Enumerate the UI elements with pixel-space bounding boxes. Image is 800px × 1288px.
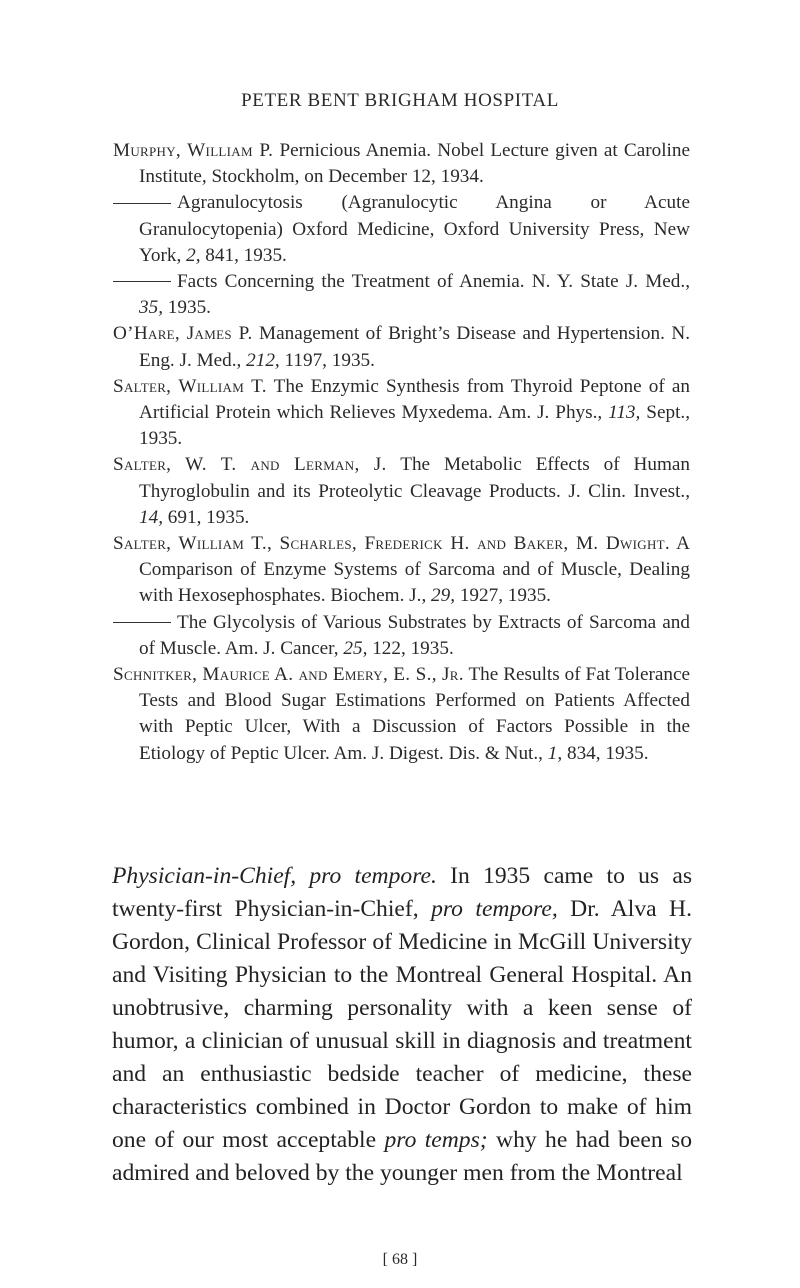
- reference-author: O’Hare, James P.: [113, 323, 253, 345]
- reference-volume: 1,: [547, 742, 563, 764]
- reference-entry: [113, 269, 690, 321]
- reference-tail: 841, 1935.: [200, 244, 287, 266]
- paragraph-text: why he had been so admired and beloved by the younger men from the Montreal: [112, 1127, 693, 1186]
- paragraph-italic: pro temps;: [384, 1127, 488, 1153]
- paragraph-text: Dr. Alva H. Gordon, Clinical Professor of Medicine in McGill University and Visiting Physician to the Montreal General Hospital. An unobtrusive, charming personality with a keen sense of humor, a clinician of unusual skill in diagnosis and treatment and an enthusiastic bedside teacher of medicine, these characteristics combined in Doctor Gordon to make of him one of our most acceptable: [112, 896, 692, 1153]
- reference-entry: [113, 452, 690, 531]
- reference-text: The Enzymic Synthesis from Thyroid Peptone of an Artificial Protein which Relieves Myxedema. Am. J. Phys.,: [139, 375, 690, 424]
- reference-volume: 29,: [431, 585, 456, 607]
- paragraph-italic: pro tempore,: [431, 896, 558, 922]
- paragraph-text: In 1935 came to us as twenty-first Physician-in-Chief,: [112, 863, 693, 922]
- ditto-dash: [113, 281, 171, 282]
- reference-entry: [113, 610, 690, 662]
- body-paragraph: [112, 860, 692, 1190]
- reference-entry: [113, 374, 690, 453]
- reference-tail: 834, 1935.: [562, 742, 649, 764]
- reference-text: The Results of Fat Tolerance Tests and Blood Sugar Estimations Performed on Patients Affected with Peptic Ulcer, With a Discussion of Factors Possible in the Etiology of Peptic Ulcer. Am. J. Digest. Dis. & Nut.,: [139, 664, 690, 764]
- reference-tail: 691, 1935.: [162, 506, 250, 528]
- reference-tail: Sept., 1935.: [139, 402, 690, 450]
- reference-text: Facts Concerning the Treatment of Anemia. N. Y. State J. Med.,: [177, 271, 690, 293]
- reference-author: Salter, William T.: [113, 375, 267, 397]
- page-number-text: [ 68 ]: [382, 1251, 418, 1268]
- reference-tail: 122, 1935.: [367, 637, 454, 659]
- reference-volume: 14,: [139, 506, 163, 528]
- reference-text: Management of Bright’s Disease and Hypertension. N. Eng. J. Med.,: [139, 323, 691, 371]
- reference-volume: 35,: [139, 297, 163, 319]
- reference-list: [113, 138, 690, 767]
- ditto-dash: [113, 622, 171, 623]
- reference-entry: [113, 531, 690, 610]
- running-header: PETER BENT BRIGHAM HOSPITAL: [241, 90, 559, 111]
- reference-text: The Glycolysis of Various Substrates by Extracts of Sarcoma and of Muscle. Am. J. Cancer,: [139, 611, 690, 659]
- reference-entry: [113, 662, 690, 767]
- reference-text: The Metabolic Effects of Human Thyroglobulin and its Proteolytic Cleavage Products. J. Clin. Invest.,: [139, 454, 690, 502]
- reference-entry: [113, 190, 690, 269]
- reference-entry: [113, 138, 690, 190]
- page-number: [0, 1251, 800, 1269]
- reference-volume: 113,: [608, 402, 641, 424]
- reference-entry: [113, 321, 690, 373]
- reference-tail: 1935.: [162, 297, 211, 319]
- reference-volume: 212,: [246, 349, 280, 371]
- reference-volume: 25,: [343, 637, 368, 659]
- section-heading: Physician-in-Chief, pro tempore.: [112, 863, 437, 889]
- reference-text: Pernicious Anemia. Nobel Lecture given at Caroline Institute, Stockholm, on December 12, 1934.: [139, 140, 690, 188]
- reference-author: Schnitker, Maurice A. and Emery, E. S., Jr.: [113, 664, 464, 686]
- reference-volume: 2,: [186, 244, 201, 266]
- reference-tail: 1927, 1935.: [455, 585, 551, 607]
- reference-author: Salter, W. T. and Lerman, J.: [113, 454, 387, 476]
- reference-text: A Comparison of Enzyme Systems of Sarcoma and of Muscle, Dealing with Hexosephosphates. Biochem. J.,: [139, 533, 690, 607]
- reference-author: Murphy, William P.: [113, 140, 274, 161]
- reference-tail: 1197, 1935.: [279, 349, 375, 371]
- ditto-dash: [113, 203, 171, 204]
- reference-text: Agranulocytosis (Agranulocytic Angina or Acute Granulocytopenia) Oxford Medicine, Oxford University Press, New York,: [139, 192, 690, 266]
- reference-author: Salter, William T., Scharles, Frederick H. and Baker, M. Dwight.: [113, 533, 670, 555]
